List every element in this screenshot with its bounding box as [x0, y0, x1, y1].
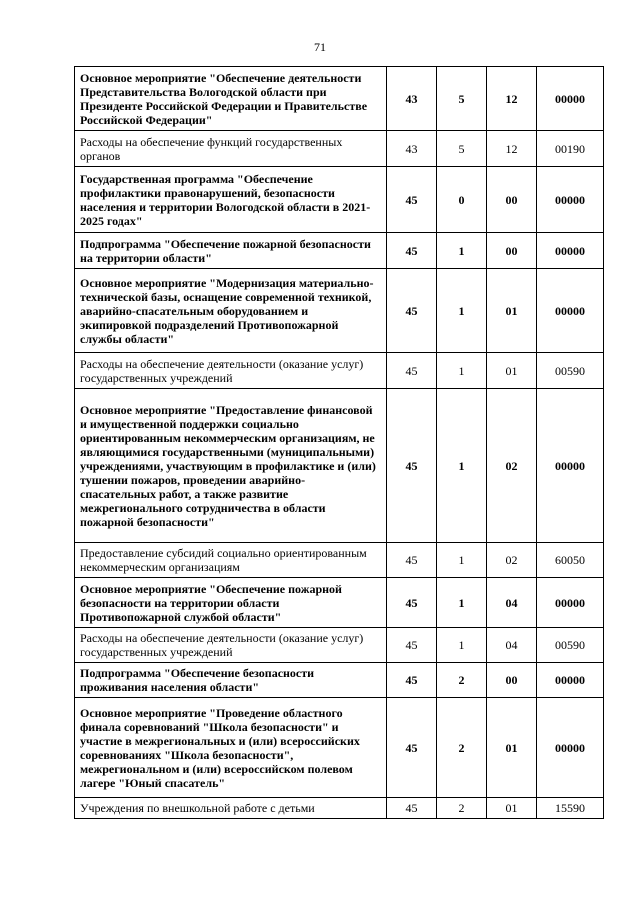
row-code-3: 01 [487, 269, 537, 353]
row-code-3: 01 [487, 798, 537, 819]
row-code-1: 45 [387, 798, 437, 819]
row-code-2: 1 [437, 628, 487, 663]
table-row [75, 698, 604, 798]
row-code-1: 45 [387, 389, 437, 543]
row-name-cell: Расходы на обеспечение деятельности (оказание услуг) государственных учреждений [75, 628, 387, 663]
row-code-1: 45 [387, 698, 437, 798]
row-name-cell: Подпрограмма "Обеспечение пожарной безопасности на территории области" [75, 233, 387, 269]
row-code-3: 00 [487, 167, 537, 233]
row-code-3: 00 [487, 233, 537, 269]
row-code-3: 02 [487, 389, 537, 543]
row-code-3: 04 [487, 628, 537, 663]
row-code-2: 1 [437, 578, 487, 628]
table-row [75, 663, 604, 698]
row-code-1: 45 [387, 663, 437, 698]
row-name-cell: Основное мероприятие "Проведение областного финала соревнований "Школа безопасности" и участие в межрегиональных и (или) всероссийских соревнованиях "Школа безопасности", межрегиональном и (или) всероссийском полевом лагере "Юный спасатель" [75, 698, 387, 798]
row-code-4: 60050 [537, 543, 604, 578]
row-code-3: 01 [487, 353, 537, 389]
row-code-2: 5 [437, 67, 487, 131]
row-code-2: 1 [437, 389, 487, 543]
table-row [75, 233, 604, 269]
row-name-cell: Государственная программа "Обеспечение профилактики правонарушений, безопасности населения и территории Вологодской области в 2021-2025 годах" [75, 167, 387, 233]
table-row [75, 353, 604, 389]
row-code-3: 01 [487, 698, 537, 798]
row-code-2: 5 [437, 131, 487, 167]
row-code-1: 43 [387, 67, 437, 131]
row-code-1: 45 [387, 353, 437, 389]
row-code-4: 00000 [537, 578, 604, 628]
row-code-4: 00000 [537, 269, 604, 353]
row-name-cell: Расходы на обеспечение деятельности (оказание услуг) государственных учреждений [75, 353, 387, 389]
row-code-1: 45 [387, 167, 437, 233]
row-code-4: 00000 [537, 167, 604, 233]
row-code-4: 00000 [537, 663, 604, 698]
row-code-2: 1 [437, 353, 487, 389]
row-code-1: 45 [387, 269, 437, 353]
row-code-4: 00190 [537, 131, 604, 167]
row-code-1: 45 [387, 628, 437, 663]
row-code-1: 45 [387, 233, 437, 269]
page-number: 71 [314, 40, 326, 54]
row-code-2: 2 [437, 698, 487, 798]
row-code-3: 00 [487, 663, 537, 698]
row-code-2: 1 [437, 269, 487, 353]
table-row [75, 798, 604, 819]
row-code-4: 15590 [537, 798, 604, 819]
row-code-2: 0 [437, 167, 487, 233]
row-code-4: 00000 [537, 389, 604, 543]
table-row [75, 543, 604, 578]
row-code-4: 00000 [537, 698, 604, 798]
row-code-3: 02 [487, 543, 537, 578]
row-code-4: 00000 [537, 233, 604, 269]
row-name-cell: Основное мероприятие "Модернизация материально-технической базы, оснащение современной техникой, аварийно-спасательным оборудованием и экипировкой подразделений Противопожарной службы области" [75, 269, 387, 353]
budget-table [74, 66, 604, 819]
table-row [75, 578, 604, 628]
table-row [75, 389, 604, 543]
row-name-cell: Основное мероприятие "Предоставление финансовой и имущественной поддержки социально ориентированным некоммерческим организациям, не являющимися государственными (муниципальными) учреждениями, участвующим в профилактике и (или) тушении пожаров, проведении аварийно-спасательных работ, а также развитие межрегионального сотрудничества в области пожарной безопасности" [75, 389, 387, 543]
row-code-3: 12 [487, 67, 537, 131]
row-code-2: 2 [437, 663, 487, 698]
table-row [75, 269, 604, 353]
row-name-cell: Предоставление субсидий социально ориентированным некоммерческим организациям [75, 543, 387, 578]
row-code-1: 43 [387, 131, 437, 167]
row-name-cell: Учреждения по внешкольной работе с детьми [75, 798, 387, 819]
table-row [75, 67, 604, 131]
row-code-1: 45 [387, 543, 437, 578]
row-name-cell: Основное мероприятие "Обеспечение пожарной безопасности на территории области Противопожарной службой области" [75, 578, 387, 628]
table-row [75, 131, 604, 167]
row-name-cell: Основное мероприятие "Обеспечение деятельности Представительства Вологодской области при Президенте Российской Федерации и Правительстве Российской Федерации" [75, 67, 387, 131]
row-name-cell: Подпрограмма "Обеспечение безопасности проживания населения области" [75, 663, 387, 698]
row-code-2: 1 [437, 233, 487, 269]
row-code-4: 00590 [537, 353, 604, 389]
table-row [75, 167, 604, 233]
table-row [75, 628, 604, 663]
row-code-3: 04 [487, 578, 537, 628]
row-code-2: 2 [437, 798, 487, 819]
row-code-4: 00000 [537, 67, 604, 131]
row-code-3: 12 [487, 131, 537, 167]
row-code-1: 45 [387, 578, 437, 628]
row-name-cell: Расходы на обеспечение функций государственных органов [75, 131, 387, 167]
row-code-4: 00590 [537, 628, 604, 663]
row-code-2: 1 [437, 543, 487, 578]
